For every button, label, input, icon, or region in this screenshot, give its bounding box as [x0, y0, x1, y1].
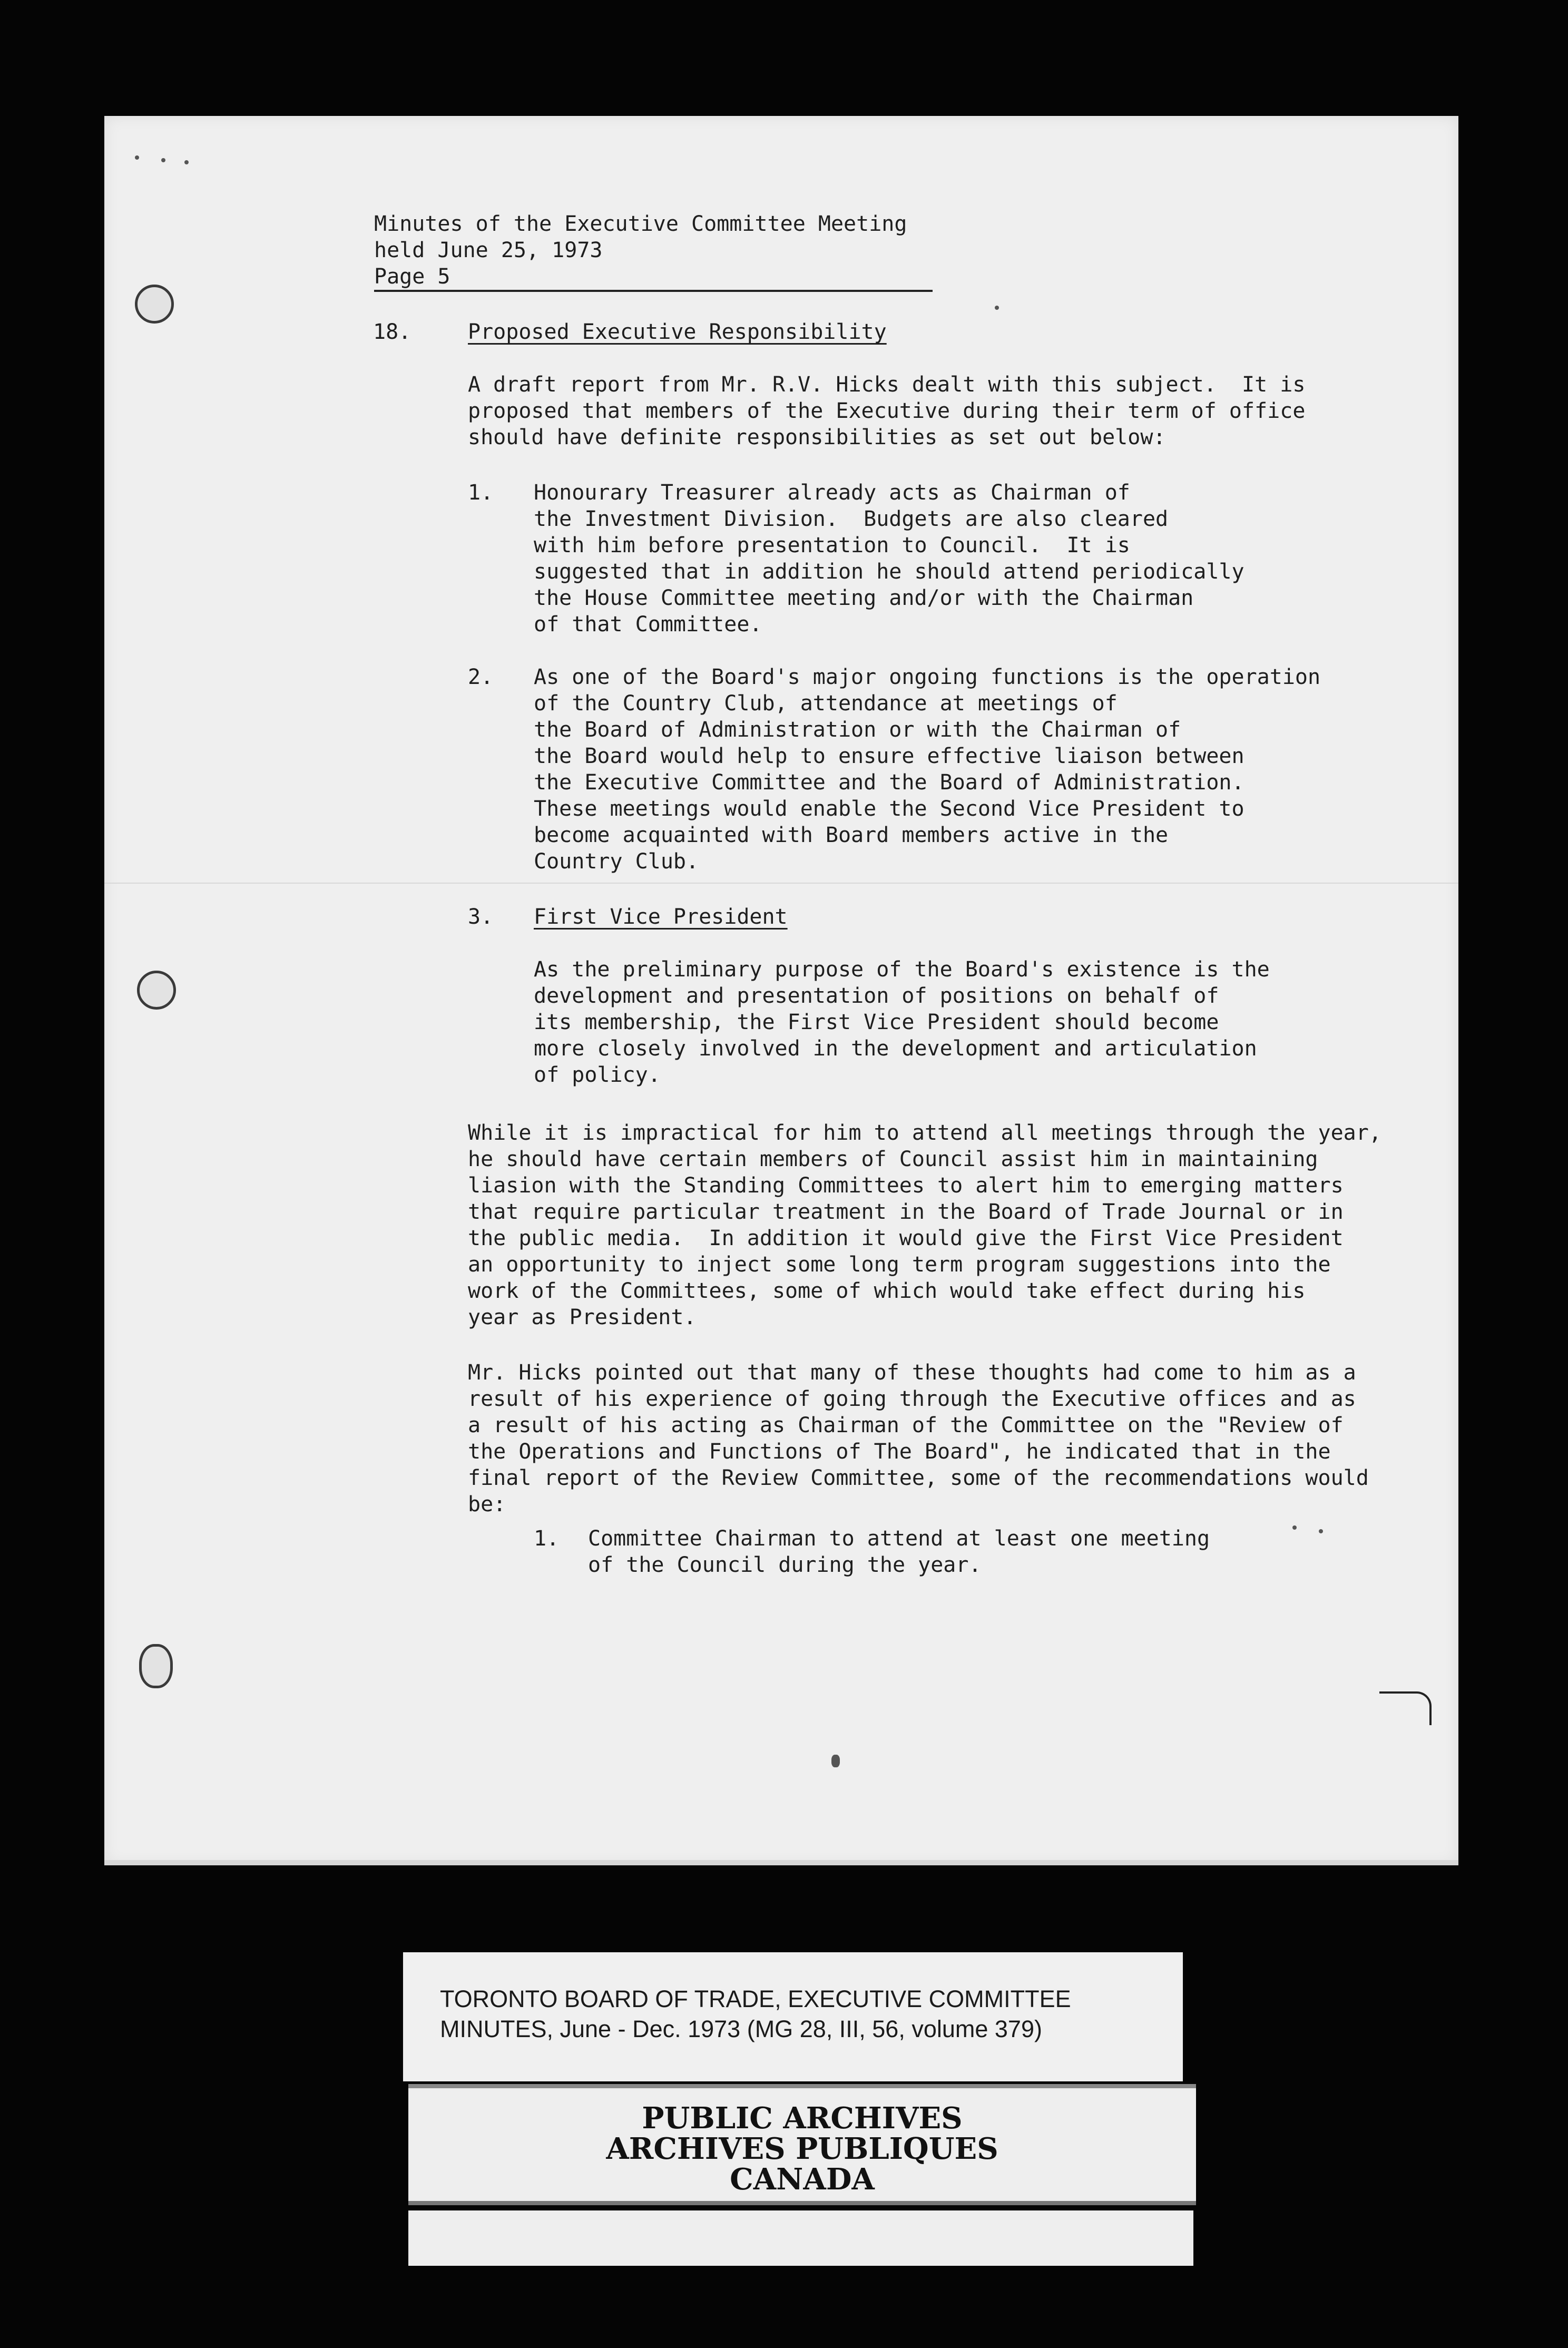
- document-header: [374, 211, 933, 292]
- scan-speck-icon: [1319, 1529, 1323, 1533]
- archive-stamp-line-3: CANADA: [730, 2162, 875, 2197]
- scan-speck-icon: [161, 158, 165, 162]
- archive-caption-label: [403, 1952, 1183, 2081]
- page-corner-mark: [1379, 1691, 1432, 1725]
- header-line-2: held June 25, 1973: [374, 238, 603, 262]
- archive-caption-line-2: MINUTES, June - Dec. 1973 (MG 28, III, 56, volume 379): [440, 2016, 1042, 2042]
- recommendation-number: 1.: [534, 1527, 560, 1551]
- scan-speck-icon: [184, 160, 189, 164]
- archive-stamp-line-1: PUBLIC ARCHIVES: [642, 2101, 963, 2136]
- archive-stamp-line-2: ARCHIVES PUBLIQUES: [606, 2131, 998, 2166]
- item-text: Honourary Treasurer already acts as Chairman of the Investment Division. Budgets are also cleared with him before presentation to Council. It is suggested that in addition he should attend periodically the House Committee meeting and/or with the Chairman of that Committee.: [534, 481, 1244, 637]
- section-number: 18.: [373, 320, 411, 344]
- header-line-3: Page 5: [374, 265, 450, 289]
- scan-mark-icon: [831, 1755, 840, 1767]
- body-paragraph: While it is impractical for him to attend all meetings through the year, he should have certain members of Council assist him in maintaining liasion with the Standing Committees to alert him to emerging matters that require particular treatment in the Board of Trade Journal or in the public media. In addition it would give the First Vice President an opportunity to inject some long term program suggestions into the work of the Committees, some of which would take effect during his year as President.: [468, 1121, 1381, 1329]
- page-fold-line: [104, 883, 1458, 884]
- archive-caption-line-1: TORONTO BOARD OF TRADE, EXECUTIVE COMMITTEE: [440, 1985, 1071, 2012]
- archive-caption-text: [440, 1984, 1071, 2044]
- recommendation-text: Committee Chairman to attend at least one meeting of the Council during the year.: [588, 1527, 1210, 1577]
- item-title: First Vice President: [534, 905, 788, 929]
- binder-hole-icon: [139, 1644, 173, 1688]
- scan-speck-icon: [135, 155, 139, 160]
- body-paragraph: Mr. Hicks pointed out that many of these thoughts had come to him as a result of his experience of going through the Executive offices and as a result of his acting as Chairman of the Committee on the "Review of the Operations and Functions of The Board", he indicated that in the final report of the Review Committee, some of the recommendations would be:: [468, 1361, 1369, 1517]
- scan-speck-icon: [1292, 1525, 1297, 1530]
- section-title: Proposed Executive Responsibility: [468, 320, 887, 344]
- archive-stamp: [408, 2084, 1196, 2205]
- binder-hole-icon: [135, 285, 174, 324]
- header-line-1: Minutes of the Executive Committee Meeting: [374, 212, 907, 236]
- item-number: 2.: [468, 665, 494, 689]
- document-page: [104, 116, 1458, 1865]
- archive-label-bottom: [408, 2210, 1193, 2266]
- item-text: As one of the Board's major ongoing functions is the operation of the Country Club, attendance at meetings of the Board of Administration or with the Chairman of the Board would help to ensure effective liaison between the Executive Committee and the Board of Administration. These meetings would enable the Second Vice President to become acquainted with Board members active in the Country Club.: [534, 665, 1321, 874]
- binder-hole-icon: [137, 971, 176, 1010]
- scan-speck-icon: [995, 306, 999, 310]
- item-text: As the preliminary purpose of the Board's existence is the development and presentation of positions on behalf of its membership, the First Vice President should become more closely involved in the development and articulation of policy.: [534, 957, 1270, 1087]
- item-number: 3.: [468, 905, 494, 929]
- item-number: 1.: [468, 481, 494, 505]
- section-intro: A draft report from Mr. R.V. Hicks dealt with this subject. It is proposed that members of the Executive during their term of office should have definite responsibilities as set out below:: [468, 373, 1306, 449]
